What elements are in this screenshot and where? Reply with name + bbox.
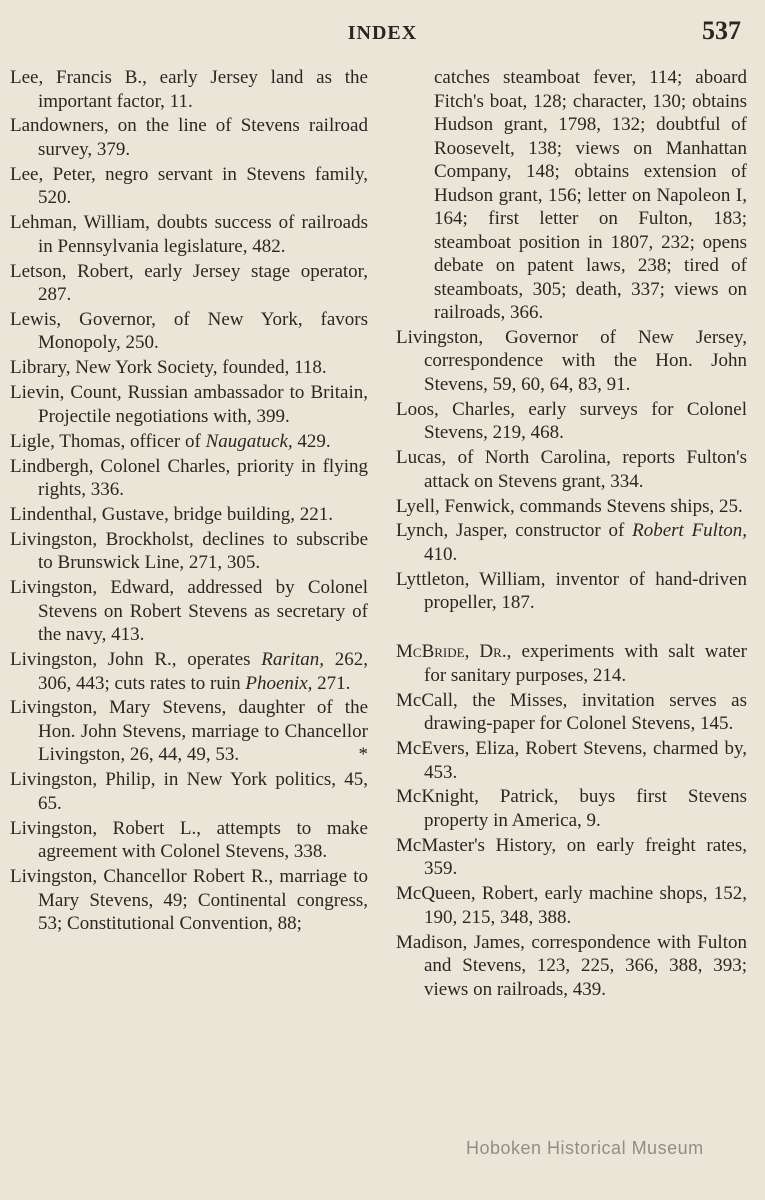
index-entry: Loos, Charles, early surveys for Colonel Stevens, 219, 468. xyxy=(396,398,747,444)
entry-text: Livingston, Mary Stevens, daughter of the Hon. John Stevens, marriage to Chancellor Livingston, 26, 44, 49, 53. xyxy=(10,697,368,766)
entry-text: experiments with salt water for sanitary purposes, 214. xyxy=(424,641,747,686)
entry-text: Ligle, Thomas, officer of xyxy=(10,430,206,452)
index-entry: Livingston, Brockholst, declines to subscribe to Brunswick Line, 271, 305. xyxy=(10,528,368,574)
ship-name: Robert Fulton, xyxy=(632,520,747,542)
index-entry-continuation: catches steamboat fever, 114; aboard Fitch's boat, 128; character, 130; obtains Hudson grant, 1798, 132; doubtful of Roosevelt, 138; views on Manhattan Company, 148; obtains extension of Hudson grant, 156; letter on Napoleon I, 164; first letter on Fulton, 183; steamboat position in 1807, 232; opens debate on patent laws, 238; tired of steamboats, 305; death, 337; views on railroads, 366. xyxy=(434,67,747,323)
entry-text: Lynch, Jasper, constructor of xyxy=(396,520,633,542)
index-entry: Lee, Francis B., early Jersey land as the important factor, 11. xyxy=(10,67,368,112)
entry-text: 429. xyxy=(292,430,331,452)
asterisk-mark: * xyxy=(358,744,368,766)
index-entry: Lewis, Governor, of New York, favors Monopoly, 250. xyxy=(10,308,368,354)
ship-name: Raritan, xyxy=(261,649,325,671)
entry-text: 262, 306, 443; cuts rates to ruin xyxy=(38,649,369,694)
index-entry: Landowners, on the line of Stevens railroad survey, 379. xyxy=(10,115,368,160)
ship-name: Naugatuck, xyxy=(205,430,293,452)
right-column xyxy=(396,66,747,1002)
index-entry: Lyell, Fenwick, commands Stevens ships, 25. xyxy=(396,495,743,517)
entry-text: 271. xyxy=(312,672,351,694)
index-entry: Library, New York Society, founded, 118. xyxy=(10,357,327,379)
entry-heading: McBride, Dr., xyxy=(396,641,512,663)
index-entry: Madison, James, correspondence with Fulton and Stevens, 123, 225, 366, 388, 393; views on railroads, 439. xyxy=(396,931,747,1000)
index-entry: McQueen, Robert, early machine shops, 152, 190, 215, 348, 388. xyxy=(396,883,747,928)
index-entry xyxy=(396,519,747,566)
section-gap xyxy=(396,616,747,640)
left-column xyxy=(10,66,368,937)
entry-text: Livingston, John R., operates xyxy=(10,649,262,671)
index-entry: Livingston, Philip, in New York politics, 45, 65. xyxy=(10,769,368,814)
index-entry: Livingston, Edward, addressed by Colonel Stevens on Robert Stevens as secretary of the navy, 413. xyxy=(10,577,368,646)
index-entry: Lehman, William, doubts success of railroads in Pennsylvania legislature, 482. xyxy=(10,212,368,257)
index-entry: Lindbergh, Colonel Charles, priority in flying rights, 336. xyxy=(10,455,368,501)
index-entry xyxy=(10,648,368,695)
index-entry: McEvers, Eliza, Robert Stevens, charmed by, 453. xyxy=(396,738,747,783)
index-entry: Livingston, Robert L., attempts to make agreement with Colonel Stevens, 338. xyxy=(10,817,368,863)
index-entry: Lievin, Count, Russian ambassador to Britain, Projectile negotiations with, 399. xyxy=(10,382,368,427)
index-entry: McMaster's History, on early freight rates, 359. xyxy=(396,834,747,880)
index-entry xyxy=(10,430,368,454)
index-entry: Lyttleton, William, inventor of hand-driven propeller, 187. xyxy=(396,568,747,614)
running-header: INDEX xyxy=(347,22,418,44)
index-entry: McCall, the Misses, invitation serves as drawing-paper for Colonel Stevens, 145. xyxy=(396,689,747,735)
index-entry: Lindenthal, Gustave, bridge building, 221. xyxy=(10,503,333,525)
index-entry xyxy=(396,640,747,687)
ship-name: Phoenix, xyxy=(245,672,313,694)
index-entry: Lucas, of North Carolina, reports Fulton's attack on Stevens grant, 334. xyxy=(396,447,747,492)
index-entry: McKnight, Patrick, buys first Stevens property in America, 9. xyxy=(396,786,747,831)
index-entry: Letson, Robert, early Jersey stage operator, 287. xyxy=(10,260,368,306)
index-entry: Livingston, Chancellor Robert R., marriage to Mary Stevens, 49; Continental congress, 53; Constitutional Convention, 88; xyxy=(10,866,368,935)
index-entry: Livingston, Governor of New Jersey, correspondence with the Hon. John Stevens, 59, 60, 64, 83, 91. xyxy=(396,326,747,395)
index-entry xyxy=(10,696,368,767)
entry-text: 410. xyxy=(424,543,458,565)
index-entry: Lee, Peter, negro servant in Stevens family, 520. xyxy=(10,163,368,209)
page-number: 537 xyxy=(702,16,741,45)
watermark: Hoboken Historical Museum xyxy=(466,1138,704,1158)
